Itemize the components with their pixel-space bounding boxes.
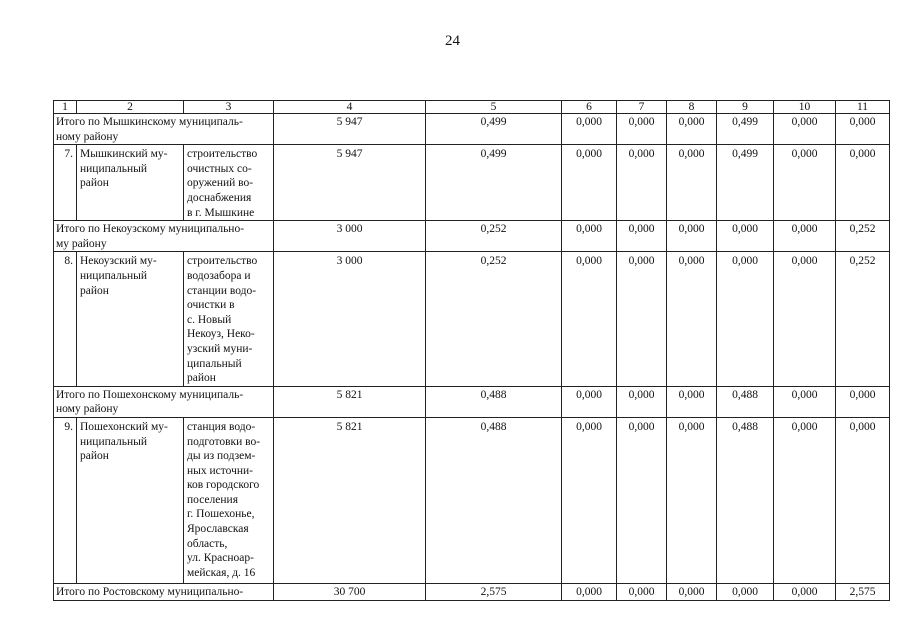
value-cell: 0,000: [836, 417, 890, 583]
value-cell: 0,000: [774, 583, 836, 600]
value-cell: 0,000: [774, 114, 836, 145]
value-cell: 0,000: [562, 221, 617, 252]
object-description: станция водо- подготовки во- ды из подзем- ных источни- ков городского поселения г. Пошехонье, Ярославская область, ул. Красноар- мейская, д. 16: [184, 417, 274, 583]
value-cell: 0,000: [717, 583, 774, 600]
subtotal-label: Итого по Мышкинскому муниципаль- ному району: [54, 114, 274, 145]
value-cell: 0,000: [667, 252, 717, 386]
value-cell: 0,000: [617, 221, 667, 252]
column-header: 8: [667, 101, 717, 114]
value-cell: 30 700: [274, 583, 426, 600]
value-cell: 0,000: [562, 252, 617, 386]
column-header: 2: [77, 101, 184, 114]
value-cell: 0,000: [836, 145, 890, 221]
value-cell: 0,000: [667, 221, 717, 252]
value-cell: 0,000: [617, 145, 667, 221]
value-cell: 0,000: [562, 114, 617, 145]
page-number: 24: [445, 33, 460, 49]
value-cell: 0,000: [836, 386, 890, 417]
value-cell: 2,575: [426, 583, 562, 600]
value-cell: 5 947: [274, 114, 426, 145]
value-cell: 0,000: [617, 583, 667, 600]
value-cell: 0,000: [774, 145, 836, 221]
value-cell: 3 000: [274, 221, 426, 252]
value-cell: 0,000: [667, 386, 717, 417]
value-cell: 0,252: [836, 252, 890, 386]
subtotal-row: [54, 583, 890, 600]
subtotal-row: [54, 114, 890, 145]
value-cell: 0,000: [774, 252, 836, 386]
table-row: [54, 417, 890, 583]
value-cell: 0,488: [717, 386, 774, 417]
column-header: 9: [717, 101, 774, 114]
value-cell: 0,000: [774, 386, 836, 417]
value-cell: 0,000: [836, 114, 890, 145]
value-cell: 0,000: [617, 417, 667, 583]
subtotal-row: [54, 386, 890, 417]
column-header: 1: [54, 101, 77, 114]
column-header: 3: [184, 101, 274, 114]
value-cell: 0,499: [426, 114, 562, 145]
subtotal-label: Итого по Некоузскому муниципально- му району: [54, 221, 274, 252]
column-header: 4: [274, 101, 426, 114]
value-cell: 0,499: [426, 145, 562, 221]
value-cell: 0,252: [426, 252, 562, 386]
value-cell: 0,000: [667, 145, 717, 221]
value-cell: 5 821: [274, 386, 426, 417]
object-description: строительство водозабора и станции водо- очистки в с. Новый Некоуз, Неко- узский муни- ципальный район: [184, 252, 274, 386]
row-index: 8.: [54, 252, 77, 386]
value-cell: 0,488: [426, 417, 562, 583]
value-cell: 2,575: [836, 583, 890, 600]
district-name: Некоузский му- ниципальный район: [77, 252, 184, 386]
column-header: 6: [562, 101, 617, 114]
value-cell: 0,000: [617, 386, 667, 417]
column-header-row: [54, 101, 890, 114]
table-row: [54, 252, 890, 386]
value-cell: 0,000: [562, 583, 617, 600]
value-cell: 0,488: [717, 417, 774, 583]
subtotal-row: [54, 221, 890, 252]
column-header: 7: [617, 101, 667, 114]
value-cell: 0,000: [667, 583, 717, 600]
value-cell: 0,000: [667, 114, 717, 145]
value-cell: 0,499: [717, 114, 774, 145]
column-header: 10: [774, 101, 836, 114]
row-index: 9.: [54, 417, 77, 583]
value-cell: 0,000: [717, 252, 774, 386]
value-cell: 0,000: [562, 386, 617, 417]
district-name: Мышкинский му- ниципальный район: [77, 145, 184, 221]
object-description: строительство очистных со- оружений во- доснабжения в г. Мышкине: [184, 145, 274, 221]
value-cell: 0,252: [836, 221, 890, 252]
column-header: 11: [836, 101, 890, 114]
value-cell: 0,000: [774, 417, 836, 583]
value-cell: 0,000: [617, 252, 667, 386]
district-name: Пошехонский му- ниципальный район: [77, 417, 184, 583]
value-cell: 0,000: [562, 417, 617, 583]
value-cell: 3 000: [274, 252, 426, 386]
value-cell: 0,252: [426, 221, 562, 252]
value-cell: 0,000: [562, 145, 617, 221]
column-header: 5: [426, 101, 562, 114]
value-cell: 0,000: [667, 417, 717, 583]
subtotal-label: Итого по Ростовскому муниципально-: [54, 583, 274, 600]
data-table: [53, 100, 890, 601]
value-cell: 0,000: [774, 221, 836, 252]
value-cell: 0,000: [617, 114, 667, 145]
value-cell: 0,499: [717, 145, 774, 221]
value-cell: 5 947: [274, 145, 426, 221]
table-row: [54, 145, 890, 221]
row-index: 7.: [54, 145, 77, 221]
value-cell: 5 821: [274, 417, 426, 583]
value-cell: 0,000: [717, 221, 774, 252]
subtotal-label: Итого по Пошехонскому муниципаль- ному району: [54, 386, 274, 417]
value-cell: 0,488: [426, 386, 562, 417]
